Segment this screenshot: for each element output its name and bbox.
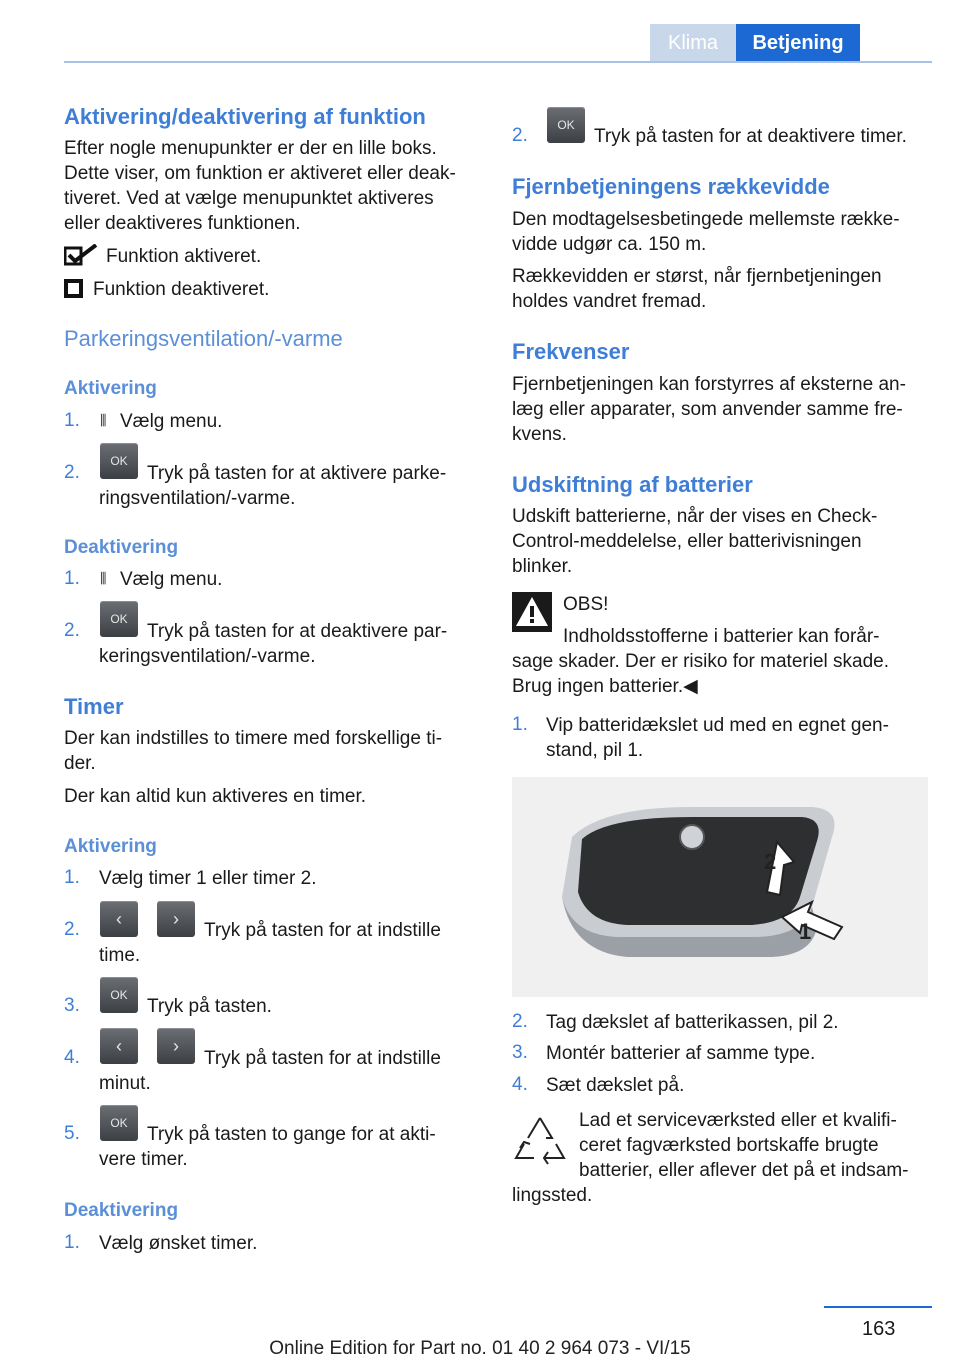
footer-rule: [824, 1306, 932, 1308]
step-number: 5.: [64, 1123, 80, 1144]
tab-betjening[interactable]: Betjening: [736, 24, 860, 62]
step-text: Tryk på tasten for at indstille: [204, 1048, 441, 1069]
para-range-1: Den modtagelsesbetingede mellemste række-: [512, 209, 900, 230]
ok-button-icon: OK: [100, 977, 138, 1013]
para-timer-1: Der kan indstilles to timere med forskellige ti-: [64, 728, 443, 749]
para-freq-1: Fjernbetjeningen kan forstyrres af eksterne an-: [512, 374, 906, 395]
heading-frekvenser: Frekvenser: [512, 339, 630, 364]
step-text: Vælg ønsket timer.: [99, 1233, 258, 1254]
ok-button-icon: OK: [547, 107, 585, 143]
left-arrow-button-icon: ‹: [100, 1028, 138, 1064]
step-number: 3.: [512, 1042, 528, 1063]
step-text: Vælg menu.: [120, 569, 223, 590]
step-text: vere timer.: [99, 1149, 188, 1170]
step-number: 2.: [512, 1011, 528, 1032]
heating-vent-icon: ⫼: [100, 412, 107, 428]
ok-button-icon: OK: [100, 1105, 138, 1141]
env-text-3: batterier, eller aflever det på et indsam-: [579, 1160, 909, 1181]
unchecked-box-icon: [64, 279, 84, 299]
step-text: Tryk på tasten to gange for at akti-: [147, 1124, 436, 1145]
step-text: Vælg timer 1 eller timer 2.: [99, 868, 317, 889]
unchecked-label: Funktion deaktiveret.: [93, 279, 270, 300]
env-text-2: ceret fagværksted bortskaffe brugte: [579, 1135, 879, 1156]
step-number: 1.: [64, 568, 80, 589]
heading-timer: Timer: [64, 694, 124, 719]
para-intro-4: eller deaktiveres funktionen.: [64, 213, 301, 234]
warning-text-2: sage skader. Der er risiko for materiel skade.: [512, 651, 889, 672]
warning-icon: [512, 592, 552, 632]
warning-text-3: Brug ingen batterier.◀: [512, 676, 698, 697]
arrow-2-label: 2: [764, 849, 777, 874]
para-intro-1: Efter nogle menupunkter er der en lille boks.: [64, 138, 437, 159]
step-number: 1.: [64, 867, 80, 888]
page-number: 163: [862, 1318, 896, 1340]
checked-label: Funktion aktiveret.: [106, 246, 262, 267]
step-text: Tag dækslet af batterikassen, pil 2.: [546, 1012, 839, 1033]
env-text-4: lingssted.: [512, 1185, 593, 1206]
para-range-3: Rækkevidden er størst, når fjernbetjeningen: [512, 266, 882, 287]
heading-deaktivering-2: Deaktivering: [64, 1200, 179, 1221]
right-arrow-button-icon: ›: [157, 901, 195, 937]
header-rule: [64, 61, 932, 63]
step-text: keringsventilation/-varme.: [99, 646, 316, 667]
arrow-1-label: 1: [799, 919, 812, 944]
para-freq-3: kvens.: [512, 424, 567, 445]
step-text: minut.: [99, 1073, 151, 1094]
ok-button-icon: OK: [100, 443, 138, 479]
step-number: 2.: [64, 620, 80, 641]
para-intro-2: Dette viser, om funktion er aktiveret eller deak-: [64, 163, 456, 184]
para-batt-1: Udskift batterierne, når der vises en Check-: [512, 506, 878, 527]
right-arrow-button-icon: ›: [157, 1028, 195, 1064]
env-text-1: Lad et serviceværksted eller et kvalifi-: [579, 1110, 897, 1131]
step-number: 2.: [512, 125, 528, 146]
step-text: Tryk på tasten for at aktivere parke-: [147, 463, 447, 484]
step-number: 1.: [512, 714, 528, 735]
step-text: Tryk på tasten for at deaktivere timer.: [594, 126, 907, 147]
checked-box-icon: [64, 244, 98, 266]
heading-parkering: Parkeringsventilation/-varme: [64, 326, 343, 351]
para-timer-2: der.: [64, 753, 96, 774]
step-number: 1.: [64, 1232, 80, 1253]
heading-aktivering-1: Aktivering: [64, 378, 157, 399]
step-text: Tryk på tasten for at deaktivere par-: [147, 621, 448, 642]
step-text: Sæt dækslet på.: [546, 1075, 685, 1096]
heading-deaktivering-1: Deaktivering: [64, 537, 179, 558]
step-number: 2.: [64, 462, 80, 483]
para-range-2: vidde udgør ca. 150 m.: [512, 234, 707, 255]
heating-vent-icon: ⫼: [100, 570, 107, 586]
step-number: 1.: [64, 410, 80, 431]
key-fob-illustration: [512, 777, 928, 997]
step-number: 4.: [512, 1074, 528, 1095]
heading-aktivering-funktion: Aktivering/deaktivering af funktion: [64, 104, 426, 129]
step-text: Montér batterier af samme type.: [546, 1043, 816, 1064]
step-text: time.: [99, 945, 141, 966]
heading-raekkevidde: Fjernbetjeningens rækkevidde: [512, 174, 830, 199]
tab-klima[interactable]: Klima: [650, 24, 736, 62]
recycle-icon: [512, 1112, 568, 1168]
para-range-4: holdes vandret fremad.: [512, 291, 707, 312]
step-number: 4.: [64, 1047, 80, 1068]
para-intro-3: tiveret. Ved at vælge menupunktet aktiveres: [64, 188, 434, 209]
left-arrow-button-icon: ‹: [100, 901, 138, 937]
footer-edition: Online Edition for Part no. 01 40 2 964 073 - VI/15: [269, 1338, 691, 1359]
step-text: Tryk på tasten.: [147, 996, 272, 1017]
step-text: Vælg menu.: [120, 411, 223, 432]
warning-title: OBS!: [563, 594, 609, 615]
step-text: Tryk på tasten for at indstille: [204, 920, 441, 941]
heading-udskiftning: Udskiftning af batterier: [512, 472, 753, 497]
step-number: 3.: [64, 995, 80, 1016]
heading-aktivering-2: Aktivering: [64, 836, 157, 857]
para-batt-3: blinker.: [512, 556, 573, 577]
step-text: stand, pil 1.: [546, 740, 644, 761]
step-number: 2.: [64, 919, 80, 940]
para-timer-3: Der kan altid kun aktiveres en timer.: [64, 786, 367, 807]
para-freq-2: læg eller apparater, som anvender samme fre-: [512, 399, 903, 420]
step-text: Vip batteridækslet ud med en egnet gen-: [546, 715, 889, 736]
ok-button-icon: OK: [100, 601, 138, 637]
step-text: ringsventilation/-varme.: [99, 488, 296, 509]
para-batt-2: Control-meddelelse, eller batterivisningen: [512, 531, 862, 552]
warning-text-1: Indholdsstofferne i batterier kan forår-: [563, 626, 880, 647]
